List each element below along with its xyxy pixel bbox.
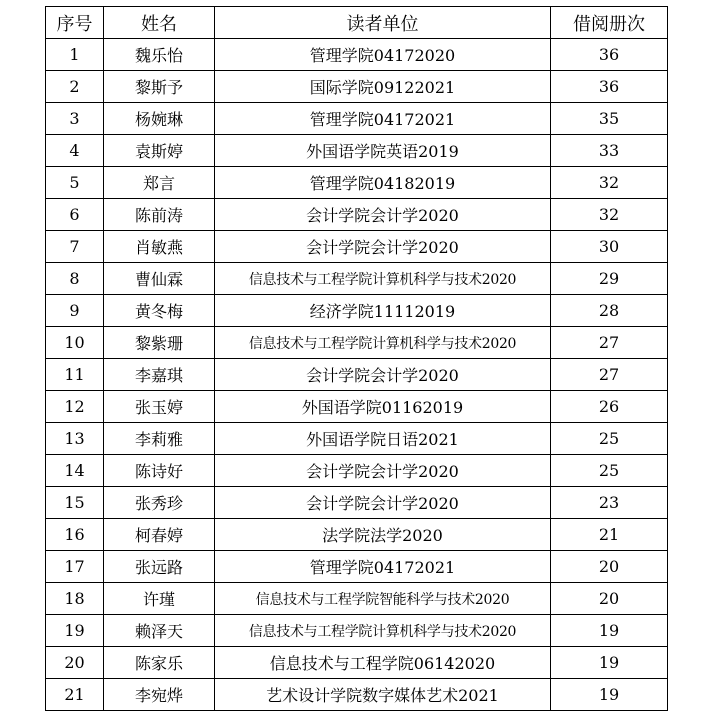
borrow-count-cell: 35 bbox=[551, 103, 668, 135]
borrow-count-cell: 21 bbox=[551, 519, 668, 551]
borrow-count-cell: 25 bbox=[551, 455, 668, 487]
reader-name-cell: 郑言 bbox=[104, 167, 215, 199]
serial-number-cell: 21 bbox=[46, 679, 104, 711]
table-row bbox=[46, 135, 668, 167]
borrow-count-cell: 19 bbox=[551, 647, 668, 679]
serial-number-cell: 4 bbox=[46, 135, 104, 167]
serial-number-cell: 2 bbox=[46, 71, 104, 103]
table-row bbox=[46, 71, 668, 103]
table-row bbox=[46, 263, 668, 295]
reader-unit-cell: 信息技术与工程学院计算机科学与技术2020 bbox=[215, 263, 551, 295]
serial-number-cell: 15 bbox=[46, 487, 104, 519]
reader-name-cell: 许瑾 bbox=[104, 583, 215, 615]
table-row bbox=[46, 167, 668, 199]
borrow-count-cell: 32 bbox=[551, 199, 668, 231]
reader-name-cell: 李莉雅 bbox=[104, 423, 215, 455]
reader-unit-cell: 国际学院09122021 bbox=[215, 71, 551, 103]
reader-unit-cell: 外国语学院英语2019 bbox=[215, 135, 551, 167]
reader-name-cell: 肖敏燕 bbox=[104, 231, 215, 263]
table-row bbox=[46, 199, 668, 231]
reader-unit-cell: 管理学院04172021 bbox=[215, 551, 551, 583]
table-row bbox=[46, 423, 668, 455]
reader-unit-cell: 信息技术与工程学院06142020 bbox=[215, 647, 551, 679]
reader-unit-cell: 会计学院会计学2020 bbox=[215, 359, 551, 391]
header-reader-unit: 读者单位 bbox=[215, 7, 551, 39]
borrow-count-cell: 25 bbox=[551, 423, 668, 455]
serial-number-cell: 20 bbox=[46, 647, 104, 679]
table-row bbox=[46, 583, 668, 615]
borrow-count-cell: 27 bbox=[551, 327, 668, 359]
reader-unit-cell: 会计学院会计学2020 bbox=[215, 231, 551, 263]
borrow-count-cell: 30 bbox=[551, 231, 668, 263]
reader-name-cell: 陈前涛 bbox=[104, 199, 215, 231]
serial-number-cell: 7 bbox=[46, 231, 104, 263]
borrow-count-cell: 20 bbox=[551, 551, 668, 583]
serial-number-cell: 12 bbox=[46, 391, 104, 423]
reader-unit-cell: 信息技术与工程学院计算机科学与技术2020 bbox=[215, 615, 551, 647]
table-row bbox=[46, 647, 668, 679]
reader-name-cell: 赖泽天 bbox=[104, 615, 215, 647]
borrow-count-cell: 19 bbox=[551, 615, 668, 647]
reader-unit-cell: 管理学院04172021 bbox=[215, 103, 551, 135]
reader-unit-cell: 管理学院04182019 bbox=[215, 167, 551, 199]
serial-number-cell: 6 bbox=[46, 199, 104, 231]
serial-number-cell: 19 bbox=[46, 615, 104, 647]
reader-name-cell: 杨婉琳 bbox=[104, 103, 215, 135]
reader-name-cell: 张远路 bbox=[104, 551, 215, 583]
serial-number-cell: 5 bbox=[46, 167, 104, 199]
table-row bbox=[46, 615, 668, 647]
table-row bbox=[46, 455, 668, 487]
borrow-count-cell: 36 bbox=[551, 39, 668, 71]
reader-unit-cell: 外国语学院日语2021 bbox=[215, 423, 551, 455]
table-header-row bbox=[46, 7, 668, 39]
reader-name-cell: 张玉婷 bbox=[104, 391, 215, 423]
borrow-count-cell: 26 bbox=[551, 391, 668, 423]
table-row bbox=[46, 295, 668, 327]
serial-number-cell: 17 bbox=[46, 551, 104, 583]
table-row bbox=[46, 327, 668, 359]
reader-unit-cell: 外国语学院01162019 bbox=[215, 391, 551, 423]
reader-unit-cell: 会计学院会计学2020 bbox=[215, 455, 551, 487]
header-name: 姓名 bbox=[104, 7, 215, 39]
reader-name-cell: 李宛烨 bbox=[104, 679, 215, 711]
borrow-count-cell: 33 bbox=[551, 135, 668, 167]
reader-unit-cell: 信息技术与工程学院计算机科学与技术2020 bbox=[215, 327, 551, 359]
table-row bbox=[46, 551, 668, 583]
serial-number-cell: 16 bbox=[46, 519, 104, 551]
table-row bbox=[46, 487, 668, 519]
serial-number-cell: 10 bbox=[46, 327, 104, 359]
borrow-count-cell: 27 bbox=[551, 359, 668, 391]
borrow-count-cell: 36 bbox=[551, 71, 668, 103]
serial-number-cell: 9 bbox=[46, 295, 104, 327]
serial-number-cell: 13 bbox=[46, 423, 104, 455]
borrow-count-cell: 29 bbox=[551, 263, 668, 295]
reader-name-cell: 柯春婷 bbox=[104, 519, 215, 551]
reader-unit-cell: 经济学院11112019 bbox=[215, 295, 551, 327]
serial-number-cell: 14 bbox=[46, 455, 104, 487]
serial-number-cell: 1 bbox=[46, 39, 104, 71]
serial-number-cell: 3 bbox=[46, 103, 104, 135]
reader-name-cell: 张秀珍 bbox=[104, 487, 215, 519]
borrow-count-cell: 19 bbox=[551, 679, 668, 711]
borrow-count-cell: 20 bbox=[551, 583, 668, 615]
table-row bbox=[46, 39, 668, 71]
reader-name-cell: 黎紫珊 bbox=[104, 327, 215, 359]
reader-unit-cell: 管理学院04172020 bbox=[215, 39, 551, 71]
table-row bbox=[46, 679, 668, 711]
reader-name-cell: 陈家乐 bbox=[104, 647, 215, 679]
reader-unit-cell: 法学院法学2020 bbox=[215, 519, 551, 551]
borrow-count-cell: 32 bbox=[551, 167, 668, 199]
table-row bbox=[46, 519, 668, 551]
reader-unit-cell: 信息技术与工程学院智能科学与技术2020 bbox=[215, 583, 551, 615]
table-row bbox=[46, 231, 668, 263]
reader-unit-cell: 会计学院会计学2020 bbox=[215, 487, 551, 519]
reader-unit-cell: 会计学院会计学2020 bbox=[215, 199, 551, 231]
borrow-count-cell: 23 bbox=[551, 487, 668, 519]
serial-number-cell: 8 bbox=[46, 263, 104, 295]
reader-ranking-table bbox=[45, 6, 668, 711]
reader-name-cell: 袁斯婷 bbox=[104, 135, 215, 167]
table-row bbox=[46, 359, 668, 391]
serial-number-cell: 18 bbox=[46, 583, 104, 615]
header-borrow-count: 借阅册次 bbox=[551, 7, 668, 39]
borrow-count-cell: 28 bbox=[551, 295, 668, 327]
reader-name-cell: 黄冬梅 bbox=[104, 295, 215, 327]
header-serial-number: 序号 bbox=[46, 7, 104, 39]
table-row bbox=[46, 103, 668, 135]
serial-number-cell: 11 bbox=[46, 359, 104, 391]
reader-unit-cell: 艺术设计学院数字媒体艺术2021 bbox=[215, 679, 551, 711]
reader-name-cell: 曹仙霖 bbox=[104, 263, 215, 295]
reader-name-cell: 陈诗好 bbox=[104, 455, 215, 487]
reader-name-cell: 魏乐怡 bbox=[104, 39, 215, 71]
reader-name-cell: 黎斯予 bbox=[104, 71, 215, 103]
table-row bbox=[46, 391, 668, 423]
reader-name-cell: 李嘉琪 bbox=[104, 359, 215, 391]
